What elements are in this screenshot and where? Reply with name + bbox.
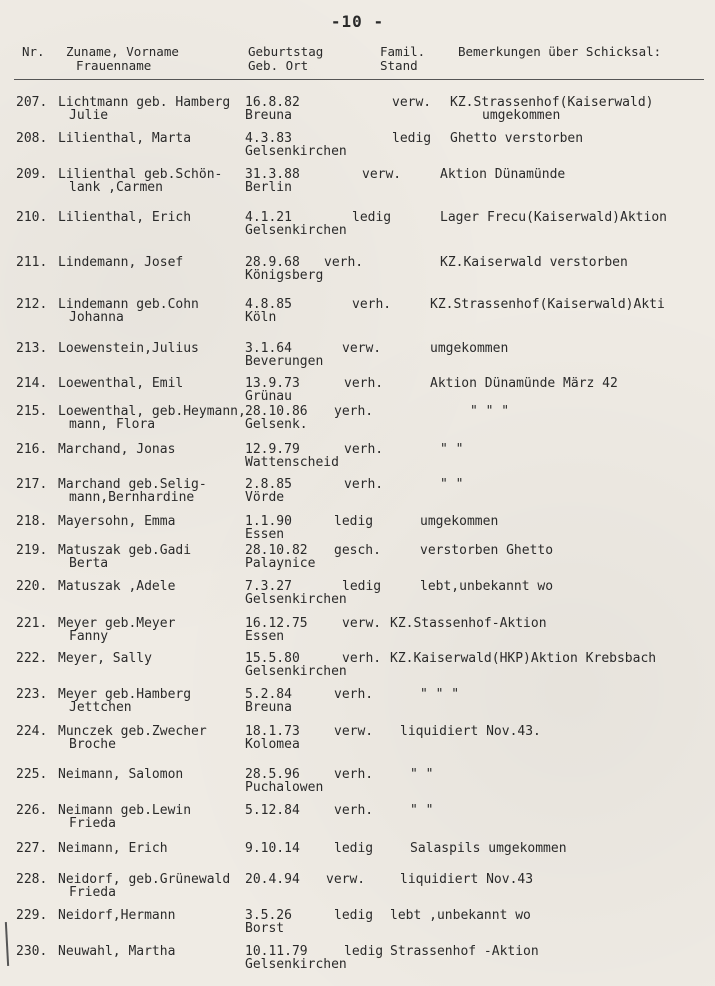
record-name: Marchand, Jonas xyxy=(58,442,176,457)
record-birth-place: Gelsenk. xyxy=(245,417,308,432)
record-name: Matuszak geb.Gadi xyxy=(58,543,192,558)
record-family-status: verh. xyxy=(344,376,384,391)
record-birth-date: 4.1.21 xyxy=(245,210,292,225)
record-family-status: ledig xyxy=(392,131,432,146)
record-number: 219. xyxy=(16,543,48,558)
record-birth-date: 28.5.96 xyxy=(245,767,300,782)
record-row xyxy=(0,211,715,251)
record-number: 215. xyxy=(16,404,48,419)
record-remark: KZ.Strassenhof(Kaiserwald) xyxy=(450,95,654,110)
record-family-status: verw. xyxy=(342,616,382,631)
record-remark: " " xyxy=(410,767,434,782)
record-name-line2: lank ,Carmen xyxy=(69,180,163,195)
record-name-line2: Julie xyxy=(69,108,109,123)
record-remark: KZ.Stassenhof-Aktion xyxy=(390,616,547,631)
record-name: Lilienthal, Erich xyxy=(58,210,192,225)
record-row xyxy=(0,132,715,172)
record-number: 230. xyxy=(16,944,48,959)
record-number: 220. xyxy=(16,579,48,594)
record-remark: liquidiert Nov.43. xyxy=(400,724,541,739)
record-birth-place: Breuna xyxy=(245,700,292,715)
record-family-status: yerh. xyxy=(334,404,374,419)
record-birth-date: 13.9.73 xyxy=(245,376,300,391)
record-number: 214. xyxy=(16,376,48,391)
record-row xyxy=(0,96,715,136)
header-birth-line2: Geb. Ort xyxy=(248,58,309,73)
record-family-status: ledig xyxy=(334,908,374,923)
record-row xyxy=(0,544,715,584)
record-family-status: gesch. xyxy=(334,543,381,558)
record-remark: " " xyxy=(440,442,464,457)
record-birth-place: Köln xyxy=(245,310,277,325)
record-name: Loewenstein,Julius xyxy=(58,341,199,356)
record-number: 229. xyxy=(16,908,48,923)
record-name: Meyer geb.Meyer xyxy=(58,616,176,631)
record-remark: KZ.Kaiserwald(HKP)Aktion Krebsbach xyxy=(390,651,657,666)
record-row xyxy=(0,945,715,985)
record-name-line2: mann,Bernhardine xyxy=(69,490,195,505)
record-name: Munczek geb.Zwecher xyxy=(58,724,207,739)
record-remark: Aktion Dünamünde xyxy=(440,167,566,182)
record-name: Neuwahl, Martha xyxy=(58,944,176,959)
record-name: Loewenthal, Emil xyxy=(58,376,184,391)
header-stand-line1: Famil. xyxy=(380,44,426,59)
record-number: 226. xyxy=(16,803,48,818)
record-number: 223. xyxy=(16,687,48,702)
record-number: 209. xyxy=(16,167,48,182)
record-birth-place: Breuna xyxy=(245,108,292,123)
header-name-line2: Frauenname xyxy=(76,58,152,73)
record-row xyxy=(0,804,715,844)
record-birth-date: 31.3.88 xyxy=(245,167,300,182)
record-birth-date: 16.8.82 xyxy=(245,95,300,110)
record-name-line2: Fanny xyxy=(69,629,109,644)
record-row xyxy=(0,168,715,208)
record-birth-place: Essen xyxy=(245,527,285,542)
record-remark: liquidiert Nov.43 xyxy=(400,872,534,887)
record-family-status: verh. xyxy=(352,297,392,312)
record-remark: Lager Frecu(Kaiserwald)Aktion xyxy=(440,210,667,225)
record-birth-place: Wattenscheid xyxy=(245,455,339,470)
header-stand-line2: Stand xyxy=(380,58,418,73)
record-birth-place: Grünau xyxy=(245,389,292,404)
record-number: 212. xyxy=(16,297,48,312)
record-remark: Strassenhof -Aktion xyxy=(390,944,539,959)
record-birth-date: 28.9.68 xyxy=(245,255,300,270)
record-row xyxy=(0,298,715,338)
record-birth-date: 2.8.85 xyxy=(245,477,292,492)
record-family-status: verh. xyxy=(324,255,364,270)
record-number: 224. xyxy=(16,724,48,739)
record-name-line2: mann, Flora xyxy=(69,417,156,432)
record-number: 210. xyxy=(16,210,48,225)
record-remark: Ghetto verstorben xyxy=(450,131,584,146)
record-number: 207. xyxy=(16,95,48,110)
record-birth-date: 9.10.14 xyxy=(245,841,300,856)
record-family-status: ledig xyxy=(344,944,384,959)
record-name: Mayersohn, Emma xyxy=(58,514,176,529)
record-number: 216. xyxy=(16,442,48,457)
record-row xyxy=(0,256,715,296)
record-birth-place: Gelsenkirchen xyxy=(245,664,347,679)
record-remark: umgekommen xyxy=(430,341,509,356)
record-name-line2: Frieda xyxy=(69,816,116,831)
record-row xyxy=(0,652,715,692)
record-row xyxy=(0,405,715,445)
record-family-status: verh. xyxy=(334,767,374,782)
record-birth-date: 20.4.94 xyxy=(245,872,300,887)
record-birth-place: Vörde xyxy=(245,490,285,505)
record-row xyxy=(0,725,715,765)
record-birth-place: Beverungen xyxy=(245,354,324,369)
record-remark: lebt,unbekannt wo xyxy=(420,579,554,594)
record-family-status: verw. xyxy=(392,95,432,110)
record-birth-date: 28.10.86 xyxy=(245,404,308,419)
record-birth-place: Gelsenkirchen xyxy=(245,957,347,972)
record-family-status: verw. xyxy=(342,341,382,356)
record-name: Lilienthal geb.Schön- xyxy=(58,167,223,182)
record-name: Neimann, Erich xyxy=(58,841,168,856)
record-birth-date: 3.1.64 xyxy=(245,341,292,356)
record-birth-date: 15.5.80 xyxy=(245,651,300,666)
record-birth-place: Puchalowen xyxy=(245,780,324,795)
record-remark: lebt ,unbekannt wo xyxy=(390,908,531,923)
record-birth-place: Gelsenkirchen xyxy=(245,223,347,238)
record-name: Lindemann geb.Cohn xyxy=(58,297,199,312)
record-remark: verstorben Ghetto xyxy=(420,543,554,558)
record-family-status: ledig xyxy=(342,579,382,594)
record-birth-date: 3.5.26 xyxy=(245,908,292,923)
record-name: Neimann geb.Lewin xyxy=(58,803,192,818)
record-name-line2: Frieda xyxy=(69,885,116,900)
record-family-status: verh. xyxy=(334,687,374,702)
record-name: Lilienthal, Marta xyxy=(58,131,192,146)
record-birth-place: Berlin xyxy=(245,180,292,195)
record-birth-place: Königsberg xyxy=(245,268,324,283)
record-remark: umgekommen xyxy=(420,514,499,529)
record-number: 208. xyxy=(16,131,48,146)
record-number: 225. xyxy=(16,767,48,782)
record-family-status: ledig xyxy=(334,514,374,529)
record-remark: Salaspils umgekommen xyxy=(410,841,567,856)
record-birth-date: 10.11.79 xyxy=(245,944,308,959)
record-number: 228. xyxy=(16,872,48,887)
record-birth-date: 4.8.85 xyxy=(245,297,292,312)
record-name-line2: Berta xyxy=(69,556,109,571)
header-remarks: Bemerkungen über Schicksal: xyxy=(458,44,662,59)
record-family-status: verh. xyxy=(344,477,384,492)
header-birth-line1: Geburtstag xyxy=(248,44,324,59)
record-birth-place: Essen xyxy=(245,629,285,644)
header-name-line1: Zuname, Vorname xyxy=(66,44,179,59)
record-name-line2: Broche xyxy=(69,737,116,752)
record-row xyxy=(0,909,715,949)
record-family-status: verw. xyxy=(326,872,366,887)
record-birth-place: Palaynice xyxy=(245,556,316,571)
record-remark: KZ.Strassenhof(Kaiserwald)Akti xyxy=(430,297,665,312)
record-family-status: ledig xyxy=(352,210,392,225)
record-family-status: ledig xyxy=(334,841,374,856)
record-name-line2: Jettchen xyxy=(69,700,132,715)
record-birth-date: 7.3.27 xyxy=(245,579,292,594)
record-row xyxy=(0,580,715,620)
record-name: Meyer, Sally xyxy=(58,651,152,666)
record-row xyxy=(0,478,715,518)
record-number: 217. xyxy=(16,477,48,492)
record-row xyxy=(0,768,715,808)
record-name: Lindemann, Josef xyxy=(58,255,184,270)
record-remark: Aktion Dünamünde März 42 xyxy=(430,376,618,391)
record-birth-place: Gelsenkirchen xyxy=(245,144,347,159)
record-number: 218. xyxy=(16,514,48,529)
record-remark-line2: umgekommen xyxy=(482,108,561,123)
record-birth-date: 12.9.79 xyxy=(245,442,300,457)
record-row xyxy=(0,688,715,728)
record-number: 222. xyxy=(16,651,48,666)
record-birth-date: 1.1.90 xyxy=(245,514,292,529)
record-family-status: verw. xyxy=(362,167,402,182)
record-row xyxy=(0,873,715,913)
page-number: -10 - xyxy=(330,12,385,31)
record-family-status: verh. xyxy=(344,442,384,457)
record-remark: " " xyxy=(440,477,464,492)
record-family-status: verw. xyxy=(334,724,374,739)
record-birth-date: 4.3.83 xyxy=(245,131,292,146)
record-family-status: verh. xyxy=(342,651,382,666)
record-name-line2: Johanna xyxy=(69,310,124,325)
record-number: 221. xyxy=(16,616,48,631)
record-name: Neidorf, geb.Grünewald xyxy=(58,872,231,887)
record-name: Meyer geb.Hamberg xyxy=(58,687,192,702)
record-birth-date: 5.12.84 xyxy=(245,803,300,818)
record-name: Marchand geb.Selig- xyxy=(58,477,207,492)
record-number: 213. xyxy=(16,341,48,356)
record-name: Loewenthal, geb.Heymann, xyxy=(58,404,246,419)
record-birth-place: Borst xyxy=(245,921,285,936)
record-name: Lichtmann geb. Hamberg xyxy=(58,95,231,110)
record-remark: KZ.Kaiserwald verstorben xyxy=(440,255,628,270)
record-birth-date: 18.1.73 xyxy=(245,724,300,739)
record-family-status: verh. xyxy=(334,803,374,818)
record-name: Matuszak ,Adele xyxy=(58,579,176,594)
record-birth-place: Kolomea xyxy=(245,737,300,752)
record-birth-place: Gelsenkirchen xyxy=(245,592,347,607)
record-name: Neimann, Salomon xyxy=(58,767,184,782)
header-nr: Nr. xyxy=(22,44,45,59)
record-number: 211. xyxy=(16,255,48,270)
record-remark: " " " xyxy=(420,687,460,702)
record-birth-date: 16.12.75 xyxy=(245,616,308,631)
record-remark: " " " xyxy=(470,404,510,419)
record-birth-date: 5.2.84 xyxy=(245,687,292,702)
header-divider xyxy=(14,79,704,80)
record-remark: " " xyxy=(410,803,434,818)
record-name: Neidorf,Hermann xyxy=(58,908,176,923)
record-number: 227. xyxy=(16,841,48,856)
record-birth-date: 28.10.82 xyxy=(245,543,308,558)
